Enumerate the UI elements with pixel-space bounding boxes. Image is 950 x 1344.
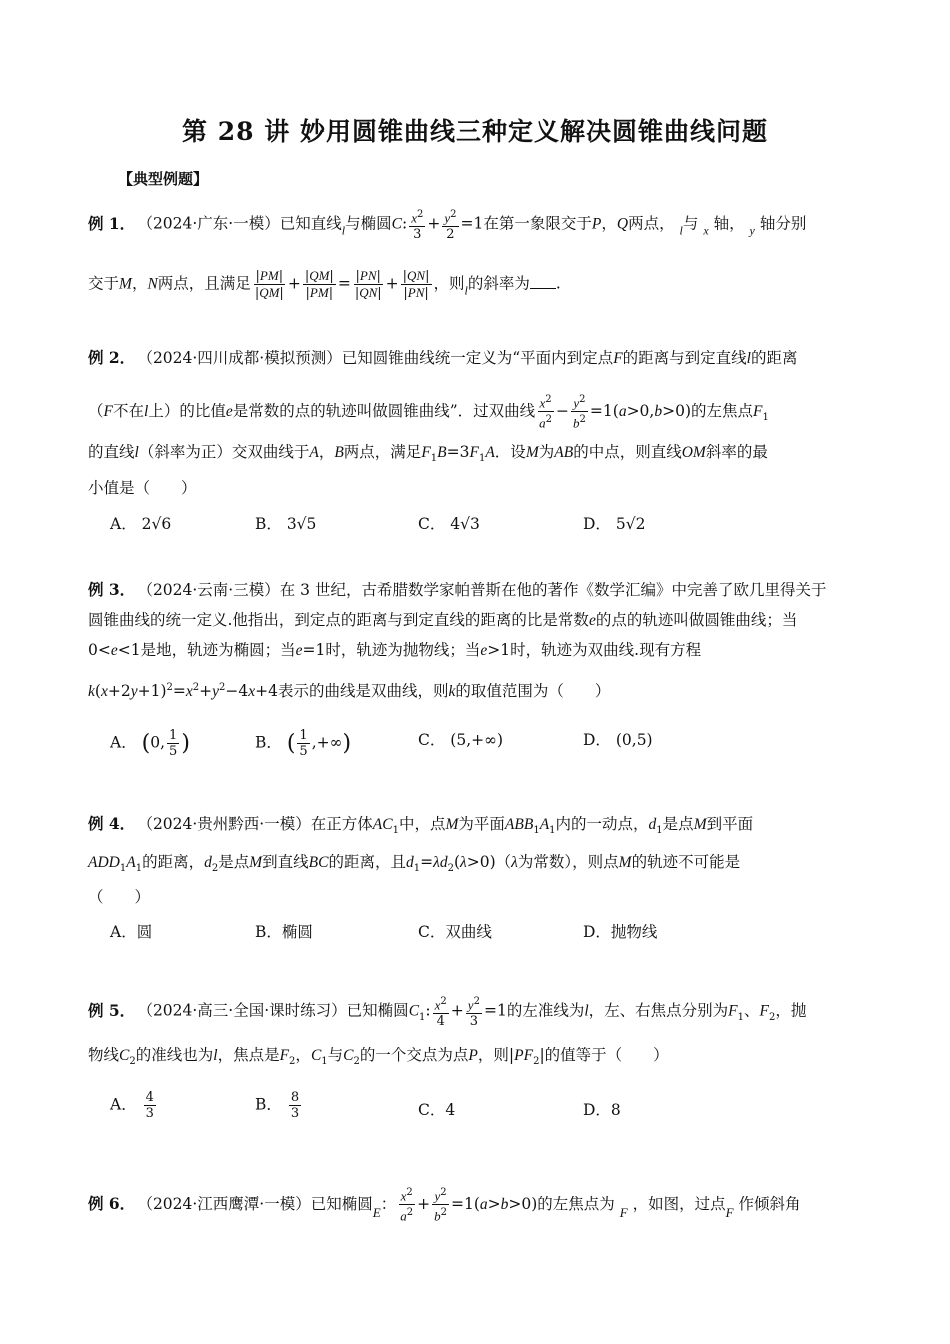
- answer-blank[interactable]: [530, 274, 556, 289]
- example-3-line-4: $k(x+2y+1)^2=x^2+y^2-4x+4$表示的曲线是双曲线，则k的取值范围为（ ）: [88, 682, 611, 701]
- example-source: （2024·广东·一模）: [145, 214, 280, 233]
- example-2-line-1: 例 2． （2024·四川成都·模拟预测）已知圆锥曲线统一定义为“平面内到定点F的距离与到定直线l的距离: [88, 348, 798, 367]
- option-c[interactable]: C． 4√3: [418, 515, 480, 533]
- option-b[interactable]: B． ( $\frac{1}{5}$ ,+∞): [255, 728, 352, 759]
- option-a[interactable]: A．圆: [110, 923, 153, 941]
- option-a[interactable]: A． $\frac{4}{3}$: [110, 1090, 154, 1121]
- example-3-line-1: 例 3． （2024·云南·三模）在 3 世纪，古希腊数学家帕普斯在他的著作《数学汇编》中完善了欧几里得关于: [88, 580, 827, 599]
- example-6-line-1: 例 6． （2024·江西鹰潭·一模）已知椭圆$_E$： $\frac{x^2}{a^2}$ + $\frac{y^2}{b^2}$ =1(a>b>0)的左焦点为 $_F$ ，如图，过点$_F$ 作倾斜角: [88, 1187, 801, 1224]
- example-label: 例 3．: [88, 580, 136, 599]
- example-4-line-2: $ADD_1A_1$的距离，$d_2$是点M到直线BC的距离，且$d_1=\lambda d_2(\lambda>0)(\lambda$为常数），则点M的轨迹不可能是: [88, 853, 741, 875]
- example-source: （2024·江西鹰潭·一模）: [145, 1194, 311, 1213]
- example-4-line-3: （ ）: [88, 888, 151, 906]
- example-label: 例 5．: [88, 1000, 136, 1020]
- option-b[interactable]: B． 3√5: [255, 515, 317, 533]
- example-label: 例 6．: [88, 1193, 136, 1213]
- section-heading: 【典型例题】: [118, 170, 209, 188]
- example-label: 例 4．: [88, 814, 136, 833]
- option-a[interactable]: A． (0, $\frac{1}{5}$ ): [110, 728, 190, 759]
- option-c[interactable]: C． (5,+∞): [418, 731, 504, 749]
- example-2-line-2: （F不在l上）的比值e是常数的点的轨迹叫做圆锥曲线”．过双曲线 $\frac{x^2}{a^2}$ − $\frac{y^2}{b^2}$ =1(a>0,b>0)的左焦点$F_1$: [88, 394, 769, 431]
- example-source: （2024·贵州黔西·一模）: [145, 815, 311, 833]
- example-source: （2024·高三·全国·课时练习）: [145, 1001, 347, 1020]
- option-b[interactable]: B．椭圆: [255, 923, 313, 941]
- example-label: 例 2．: [88, 348, 136, 367]
- page-title: 第 28 讲 妙用圆锥曲线三种定义解决圆锥曲线问题: [182, 117, 768, 146]
- option-c[interactable]: C．双曲线: [418, 923, 492, 941]
- example-5-line-2: 物线$C_2$的准线也为l，焦点是$F_2$，$C_1$与$C_2$的一个交点为点P，则$|PF_2|$的值等于（ ）: [88, 1046, 669, 1068]
- option-b[interactable]: B． $\frac{8}{3}$: [255, 1090, 300, 1121]
- option-c[interactable]: C．4: [418, 1101, 456, 1119]
- option-d[interactable]: D． 5√2: [583, 515, 646, 533]
- example-label: 例 1．: [88, 213, 136, 233]
- example-2-line-4: 小值是（ ）: [88, 479, 197, 497]
- example-1-line-1: 例 1． （2024·广东·一模）已知直线$_l$与椭圆C: $\frac{x^2}{3}$ + $\frac{y^2}{2}$ =1在第一象限交于P，Q两点， $_l$与 $_x$ 轴， $_y$ 轴分别: [88, 209, 807, 243]
- option-d[interactable]: D．8: [583, 1101, 621, 1119]
- example-4-line-1: 例 4． （2024·贵州黔西·一模）在正方体$AC_1$中，点M为平面$ABB_1A_1$内的一动点，$d_1$是点M到平面: [88, 814, 754, 837]
- example-5-line-1: 例 5． （2024·高三·全国·课时练习）已知椭圆$C_1$: $\frac{x^2}{4}$ + $\frac{y^2}{3}$ =1的左准线为l，左、右焦点分别为$F_1$、$F_2$，抛: [88, 996, 807, 1030]
- example-3-line-3: 0<e<1是地，轨迹为椭圆；当e=1时，轨迹为抛物线；当e>1时，轨迹为双曲线.现有方程: [88, 641, 702, 659]
- example-source: （2024·四川成都·模拟预测）: [145, 349, 342, 367]
- option-d[interactable]: D． (0,5): [583, 731, 653, 749]
- example-1-line-2: 交于M，N两点，且满足 $\frac{|PM|}{|QM|}$ + $\frac{|QM|}{|PM|}$ = $\frac{|PN|}{|QN|}$ + $\frac{|QN|}{|PN|}$ ，则$_l$的斜率为 .: [88, 268, 561, 301]
- option-d[interactable]: D．抛物线: [583, 923, 658, 941]
- example-3-line-2: 圆锥曲线的统一定义.他指出，到定点的距离与到定直线的距离的比是常数e的点的轨迹叫做圆锥曲线；当: [88, 611, 798, 629]
- option-a[interactable]: A． 2√6: [110, 515, 172, 533]
- example-2-line-3: 的直线l（斜率为正）交双曲线于A，B两点，满足$F_1B=3F_1A$．设M为AB的中点，则直线OM斜率的最: [88, 443, 768, 465]
- example-source: （2024·云南·三模）: [145, 581, 280, 599]
